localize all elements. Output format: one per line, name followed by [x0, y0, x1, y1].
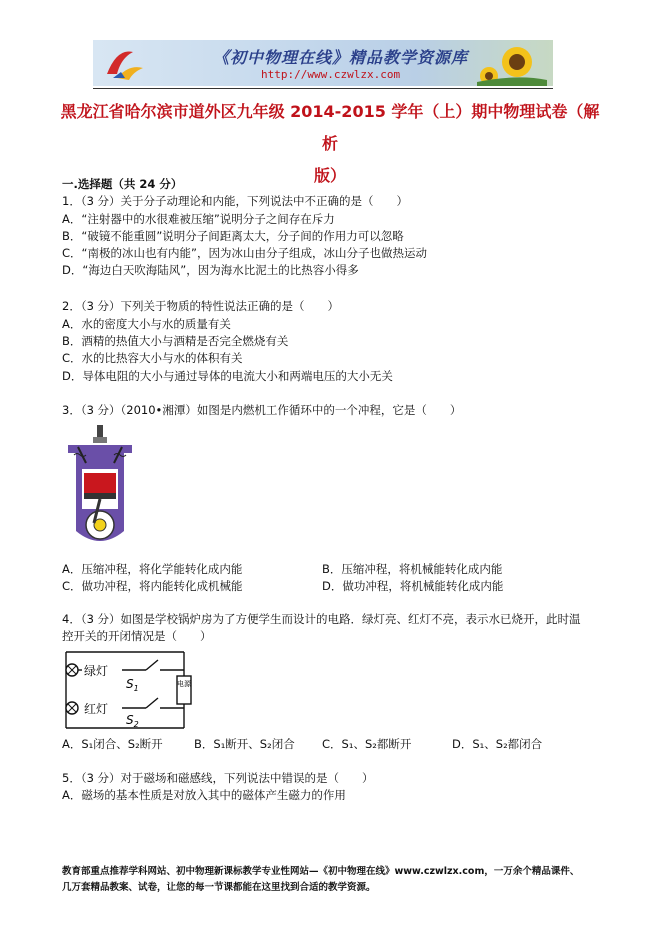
switch-s1-icon	[146, 660, 158, 670]
page-title-line1: 黑龙江省哈尔滨市道外区九年级 2014-2015 学年（上）期中物理试卷（解析	[60, 102, 600, 153]
q1-option-d: D．“海边白天吹海陆风”，因为海水比泥土的比热容小得多	[62, 263, 359, 277]
source-label-1: 电源	[177, 680, 191, 688]
site-banner	[93, 40, 553, 86]
spark-plug-icon	[97, 425, 103, 439]
banner-title: 《初中物理在线》精品教学资源库	[213, 48, 469, 67]
q4-stem-line2: 控开关的开闭情况是（ ）	[62, 629, 212, 643]
q5-option-a: A．磁场的基本性质是对放入其中的磁体产生磁力的作用	[62, 788, 346, 802]
q2-option-b: B．酒精的热值大小与酒精是否完全燃烧有关	[62, 334, 289, 348]
section-heading: 一.选择题（共 24 分）	[62, 177, 183, 191]
q3-option-c: C．做功冲程，将内能转化成机械能	[62, 579, 243, 593]
page-title-line2: 版）	[313, 166, 346, 185]
q1-stem: 1．（3 分）关于分子动理论和内能，下列说法中不正确的是（ ）	[62, 194, 409, 208]
q4-option-d: D．S₁、S₂都闭合	[452, 737, 543, 751]
page-footer	[62, 864, 602, 896]
banner-url[interactable]: http://www.czwlzx.com	[261, 68, 401, 81]
q5-stem: 5．（3 分）对于磁场和磁感线，下列说法中错误的是（ ）	[62, 771, 374, 785]
q2-option-d: D．导体电阻的大小与通过导体的电流大小和两端电压的大小无关	[62, 369, 393, 383]
q4-option-b: B．S₁断开、S₂闭合	[194, 737, 295, 751]
q3-option-d: D．做功冲程，将机械能转化成内能	[322, 579, 504, 593]
q3-option-a: A．压缩冲程，将化学能转化成内能	[62, 562, 243, 576]
q1-option-b: B．“破镜不能重圆”说明分子间距离太大，分子间的作用力可以忽略	[62, 229, 404, 243]
q4-option-c: C．S₁、S₂都断开	[322, 737, 412, 751]
footer-line2: 几万套精品教案、试卷，让您的每一节课都能在这里找到合适的教学资源。	[62, 882, 376, 893]
q3-option-b: B．压缩冲程，将机械能转化成内能	[322, 562, 503, 576]
switch-s2-icon	[146, 698, 158, 708]
engine-stroke-diagram	[62, 423, 138, 551]
s1-label: $S_1$	[126, 677, 139, 693]
q1-option-c: C．“南极的冰山也有内能”，因为冰山由分子组成，冰山分子也做热运动	[62, 246, 427, 260]
boiler-circuit-diagram	[62, 648, 202, 732]
q1-option-a: A．“注射器中的水很难被压缩”说明分子之间存在斥力	[62, 212, 335, 226]
q4-stem-line1: 4．（3 分）如图是学校锅炉房为了方便学生而设计的电路．绿灯亮、红灯不亮，表示水已烧开，此时温	[62, 612, 581, 626]
s2-label: $S_2$	[126, 713, 139, 729]
site-logo-icon	[103, 44, 147, 82]
header-divider	[93, 88, 553, 89]
sunflower-icon	[477, 40, 547, 86]
q2-option-c: C．水的比热容大小与水的体积有关	[62, 351, 243, 365]
piston-icon	[84, 473, 116, 493]
q4-option-a: A．S₁闭合、S₂断开	[62, 737, 163, 751]
footer-line1: 教育部重点推荐学科网站、初中物理新课标教学专业性网站—《初中物理在线》www.czwlzx.com，一万余个精品课件、	[62, 866, 580, 877]
green-lamp-label: 绿灯	[84, 664, 109, 678]
q2-option-a: A．水的密度大小与水的质量有关	[62, 317, 231, 331]
q3-stem: 3．（3 分）（2010•湘潭）如图是内燃机工作循环中的一个冲程，它是（ ）	[62, 403, 462, 417]
q2-stem: 2．（3 分）下列关于物质的特性说法正确的是（ ）	[62, 299, 340, 313]
red-lamp-label: 红灯	[84, 702, 109, 716]
